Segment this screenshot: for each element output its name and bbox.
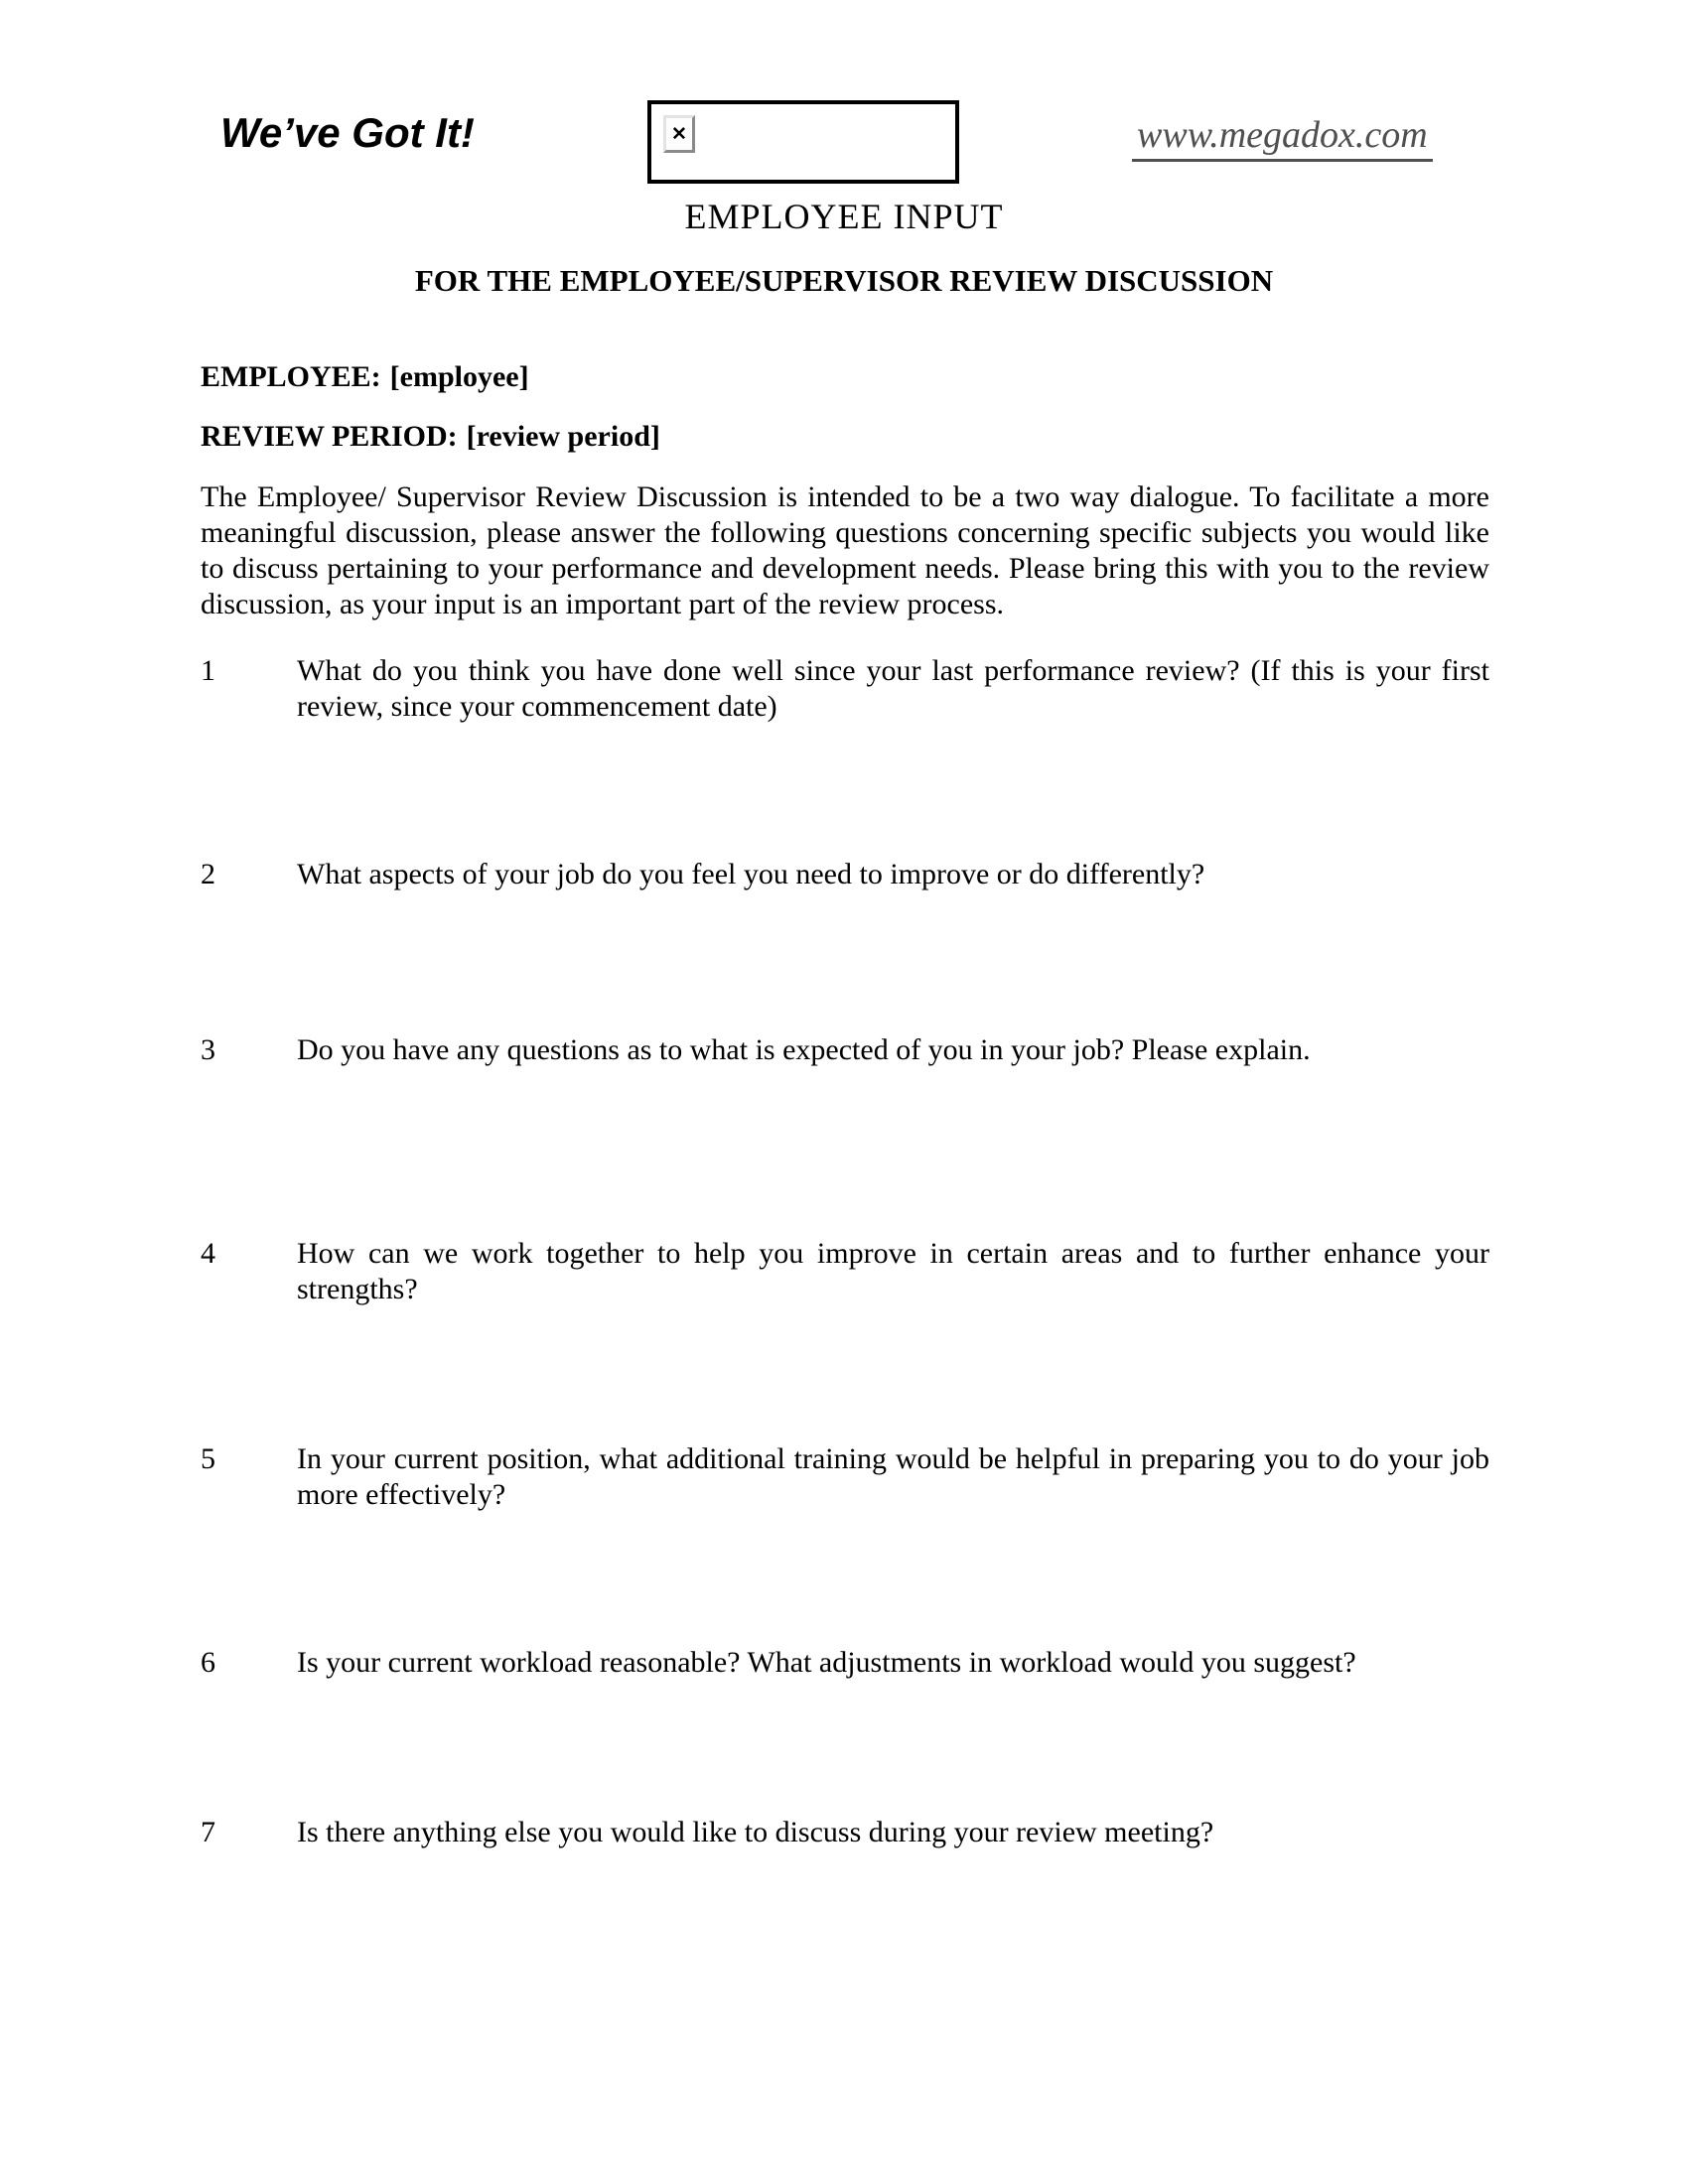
logo-tagline: We’ve Got It! xyxy=(220,109,475,156)
review-period-field xyxy=(201,419,1489,455)
intro-paragraph: The Employee/ Supervisor Review Discussion is intended to be a two way dialogue. To facilitate a more meaningful discussion, please answer the following questions concerning specific subjects you would like to discuss pertaining to your performance and development needs. Please bring this with you to the review discussion, as your input is an important part of the review process. xyxy=(201,480,1489,620)
question-number: 2 xyxy=(201,858,215,890)
question-number: 3 xyxy=(201,1033,215,1066)
question-item xyxy=(201,1441,1489,1513)
question-text: In your current position, what additional training would be helpful in preparing you to do your job more effectively? xyxy=(297,1442,1489,1511)
page-subtitle: FOR THE EMPLOYEE/SUPERVISOR REVIEW DISCUSSION xyxy=(414,263,1274,298)
employee-label: EMPLOYEE: xyxy=(201,360,381,393)
broken-image-icon: ✕ xyxy=(663,115,695,153)
question-item xyxy=(201,653,1489,725)
document-body xyxy=(201,359,1489,1850)
question-item xyxy=(201,857,1489,892)
question-number: 1 xyxy=(201,654,215,687)
question-number: 5 xyxy=(201,1442,215,1475)
question-text: Is your current workload reasonable? What adjustments in workload would you suggest? xyxy=(297,1646,1356,1679)
image-placeholder-box xyxy=(647,100,959,184)
page-title: EMPLOYEE INPUT xyxy=(684,197,1004,236)
question-text: Do you have any questions as to what is expected of you in your job? Please explain. xyxy=(297,1033,1311,1066)
review-period-label: REVIEW PERIOD: xyxy=(201,420,458,453)
review-period-value: [review period] xyxy=(466,420,660,453)
question-item xyxy=(201,1236,1489,1307)
employee-field xyxy=(201,359,1489,395)
question-number: 6 xyxy=(201,1646,215,1679)
question-text: What aspects of your job do you feel you need to improve or do differently? xyxy=(297,858,1205,890)
question-item xyxy=(201,1645,1489,1681)
website-link[interactable]: www.megadox.com xyxy=(1132,113,1433,162)
employee-value: [employee] xyxy=(389,360,529,393)
question-number: 4 xyxy=(201,1237,215,1270)
question-text: How can we work together to help you improve in certain areas and to further enhance your strengths? xyxy=(297,1237,1489,1305)
question-number: 7 xyxy=(201,1816,215,1848)
question-item xyxy=(201,1032,1489,1068)
question-item xyxy=(201,1815,1489,1850)
question-text: What do you think you have done well since your last performance review? (If this is your first review, since your commencement date) xyxy=(297,654,1489,723)
question-text: Is there anything else you would like to discuss during your review meeting? xyxy=(297,1816,1214,1848)
